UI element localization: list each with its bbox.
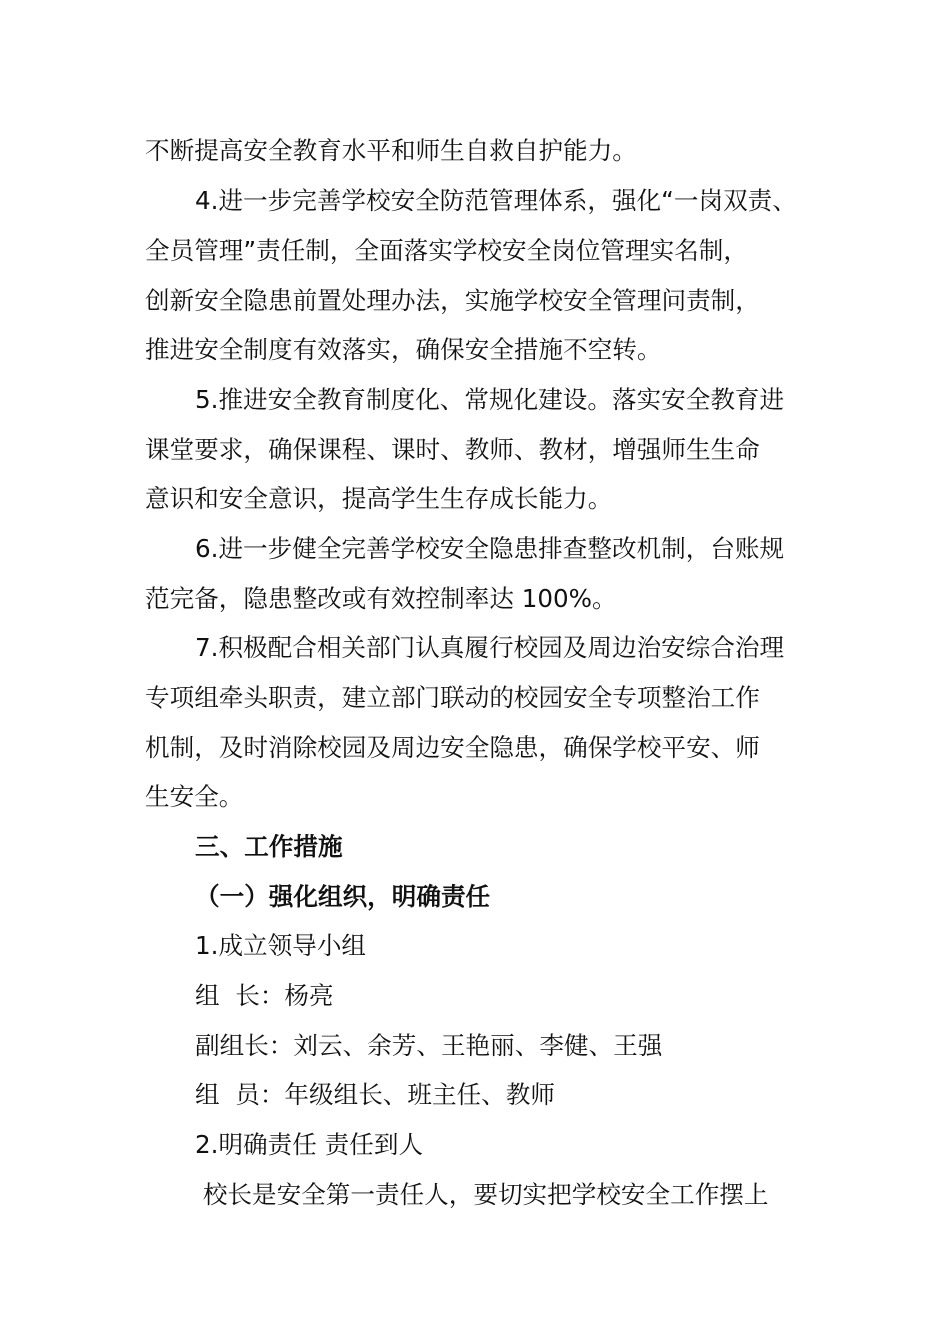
text-line-17: 1.成立领导小组 xyxy=(195,931,367,960)
section-heading: 三、工作措施 xyxy=(195,832,343,861)
text-line-2: 4.进一步完善学校安全防范管理体系，强化“一岗双责、 xyxy=(195,186,797,215)
text-line-4: 创新安全隐患前置处理办法，实施学校安全管理问责制， xyxy=(145,286,760,315)
text-line-7: 课堂要求，确保课程、课时、教师、教材，增强师生生命 xyxy=(145,435,760,464)
text-line-20: 组 员：年级组长、班主任、教师 xyxy=(195,1080,555,1109)
text-line-5: 推进安全制度有效落实，确保安全措施不空转。 xyxy=(145,335,662,364)
text-line-22: 校长是安全第一责任人，要切实把学校安全工作摆上 xyxy=(195,1180,769,1209)
text-line-11: 7.积极配合相关部门认真履行校园及周边治安综合治理 xyxy=(195,633,785,662)
text-line-12: 专项组牵头职责，建立部门联动的校园安全专项整治工作 xyxy=(145,683,760,712)
text-line-10: 范完备，隐患整改或有效控制率达 100%。 xyxy=(145,584,617,613)
text-line-8: 意识和安全意识，提高学生生存成长能力。 xyxy=(145,484,613,513)
text-line-14: 生安全。 xyxy=(145,782,244,811)
text-line-6: 5.推进安全教育制度化、常规化建设。落实安全教育进 xyxy=(195,385,785,414)
text-line-21: 2.明确责任 责任到人 xyxy=(195,1130,424,1159)
subsection-heading: （一）强化组织，明确责任 xyxy=(195,882,491,911)
text-line-19: 副组长：刘云、余芳、王艳丽、李健、王强 xyxy=(195,1031,663,1060)
text-line-9: 6.进一步健全完善学校安全隐患排查整改机制，台账规 xyxy=(195,534,785,563)
text-line-18: 组 长：杨亮 xyxy=(195,981,334,1010)
text-line-3: 全员管理”责任制，全面落实学校安全岗位管理实名制， xyxy=(145,236,748,265)
text-line-1: 不断提高安全教育水平和师生自救自护能力。 xyxy=(145,136,637,165)
text-line-13: 机制，及时消除校园及周边安全隐患，确保学校平安、师 xyxy=(145,733,760,762)
